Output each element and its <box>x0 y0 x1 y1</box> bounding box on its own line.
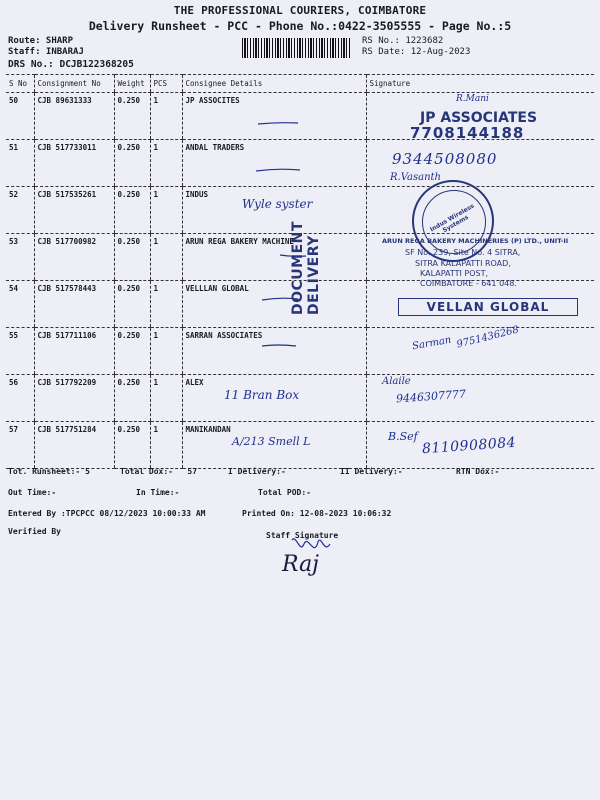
row-weight: 0.250 <box>114 328 150 375</box>
total-dox: Total Dox:- 57 <box>120 467 198 476</box>
row-consignment: CJB 517792209 <box>34 375 114 422</box>
tick-mark <box>262 345 296 346</box>
row-weight: 0.250 <box>114 140 150 187</box>
phone-55: 9751436268 <box>455 324 521 351</box>
printed-on: Printed On: 12-08-2023 10:06:32 <box>242 509 392 518</box>
col-consignment: Consignment No <box>34 75 114 93</box>
row-consignee: ARUN REGA BAKERY MACHINE <box>182 234 366 281</box>
row-sno: 56 <box>6 375 34 422</box>
staff-label: Staff: INBARAJ <box>8 47 84 57</box>
jp-signature: R.Mani <box>456 94 489 104</box>
arun-rega-stamp-line2: SF No. 239, Site No. 4 SITRA, <box>405 248 521 257</box>
row-pcs: 1 <box>150 93 182 140</box>
jp-associates-stamp: JP ASSOCIATES <box>420 110 538 126</box>
row-consignment: CJB 517711106 <box>34 328 114 375</box>
signature-57: B.Sef <box>388 430 418 443</box>
row-sno: 55 <box>6 328 34 375</box>
arun-rega-stamp-line5: COIMBATORE - 641 048. <box>420 279 517 288</box>
arun-rega-stamp-line4: KALAPATTI POST, <box>420 269 489 278</box>
row-weight: 0.250 <box>114 375 150 422</box>
out-time: Out Time:- <box>8 488 57 497</box>
row-consignment: CJB 517751284 <box>34 422 114 469</box>
row-consignment: CJB 517733011 <box>34 140 114 187</box>
row-consignment: CJB 89631333 <box>34 93 114 140</box>
row-pcs: 1 <box>150 187 182 234</box>
in-time: In Time:- <box>136 488 180 497</box>
col-pcs: PCS <box>150 75 182 93</box>
staff-signature: Raj <box>282 552 320 577</box>
total-pod: Total POD:- <box>258 488 311 497</box>
col-weight: Weight <box>114 75 150 93</box>
row-consignee: ANDAL TRADERS <box>182 140 366 187</box>
staff-signature-scribble <box>292 539 330 548</box>
runsheet-title: Delivery Runsheet - PCC - Phone No.:0422-3505555 - Page No.:5 <box>88 19 512 33</box>
col-consignee: Consignee Details <box>182 75 366 93</box>
row-weight: 0.250 <box>114 422 150 469</box>
row-consignee: INDUS <box>182 187 366 234</box>
col-sno: S No <box>6 75 34 93</box>
verified-by: Verified By <box>8 527 61 536</box>
route-label: Route: SHARP <box>8 36 74 46</box>
row-consignee: ALEX <box>182 375 366 422</box>
row-consignment: CJB 517700982 <box>34 234 114 281</box>
document-delivery-stamp: DOCUMENT DELIVERY <box>290 221 322 315</box>
tot-runsheet: Tot. Runsheet:- 5 <box>8 467 90 476</box>
signature-55: Sarman <box>411 334 453 353</box>
ii-delivery: II Delivery:- <box>340 467 403 476</box>
indus-note: Wyle syster <box>242 197 313 211</box>
vellan-global-stamp <box>398 298 578 316</box>
rtn-dox: RTN Dox:- <box>456 467 500 476</box>
row-weight: 0.250 <box>114 281 150 328</box>
alex-note: 11 Bran Box <box>224 388 300 402</box>
row-consignee: SARRAN ASSOCIATES <box>182 328 366 375</box>
row-pcs: 1 <box>150 375 182 422</box>
rs-date-label: RS Date: 12-Aug-2023 <box>362 47 471 57</box>
staff-signature-label: Staff Signature <box>266 531 339 540</box>
phone-51: 9344508080 <box>392 150 498 168</box>
i-delivery: I Delivery:- <box>228 467 286 476</box>
arun-rega-stamp-line3: SITRA KALAPATTI ROAD, <box>415 259 511 268</box>
drs-label: DRS No.: DCJB122368205 <box>8 59 134 70</box>
row-weight: 0.250 <box>114 234 150 281</box>
row-weight: 0.250 <box>114 93 150 140</box>
vellan-global-text: VELLAN GLOBAL <box>426 300 550 314</box>
row-sno: 51 <box>6 140 34 187</box>
row-consignee: VELLLAN GLOBAL <box>182 281 366 328</box>
row-sno: 54 <box>6 281 34 328</box>
row-sno: 52 <box>6 187 34 234</box>
row-sno: 57 <box>6 422 34 469</box>
row-pcs: 1 <box>150 234 182 281</box>
col-signature: Signature <box>366 75 594 93</box>
row-consignee: MANIKANDAN <box>182 422 366 469</box>
row-pcs: 1 <box>150 140 182 187</box>
rs-no-label: RS No.: 1223682 <box>362 36 444 46</box>
manikandan-note: A/213 Smell L <box>232 435 311 448</box>
indus-seal-text: Indus Wireless Systems <box>428 202 476 235</box>
row-consignment: CJB 517535261 <box>34 187 114 234</box>
signature-56: Alaile <box>382 376 411 387</box>
row-sno: 53 <box>6 234 34 281</box>
phone-56: 9446307777 <box>395 387 467 406</box>
row-sno: 50 <box>6 93 34 140</box>
entered-by: Entered By :TPCPCC 08/12/2023 10:00:33 AM <box>8 509 206 518</box>
signature-51: R.Vasanth <box>390 172 441 183</box>
tick-mark <box>258 123 298 124</box>
row-pcs: 1 <box>150 422 182 469</box>
company-title: THE PROFESSIONAL COURIERS, COIMBATORE <box>173 4 427 17</box>
arun-rega-stamp-line1: ARUN REGA BAKERY MACHINERIES (P) LTD., UNIT-II <box>382 237 569 245</box>
row-weight: 0.250 <box>114 187 150 234</box>
row-consignment: CJB 517578443 <box>34 281 114 328</box>
row-pcs: 1 <box>150 328 182 375</box>
phone-57: 8110908084 <box>421 434 517 458</box>
jp-phone-stamp: 7708144188 <box>410 124 525 142</box>
row-consignee: JP ASSOCITES <box>182 93 366 140</box>
row-pcs: 1 <box>150 281 182 328</box>
